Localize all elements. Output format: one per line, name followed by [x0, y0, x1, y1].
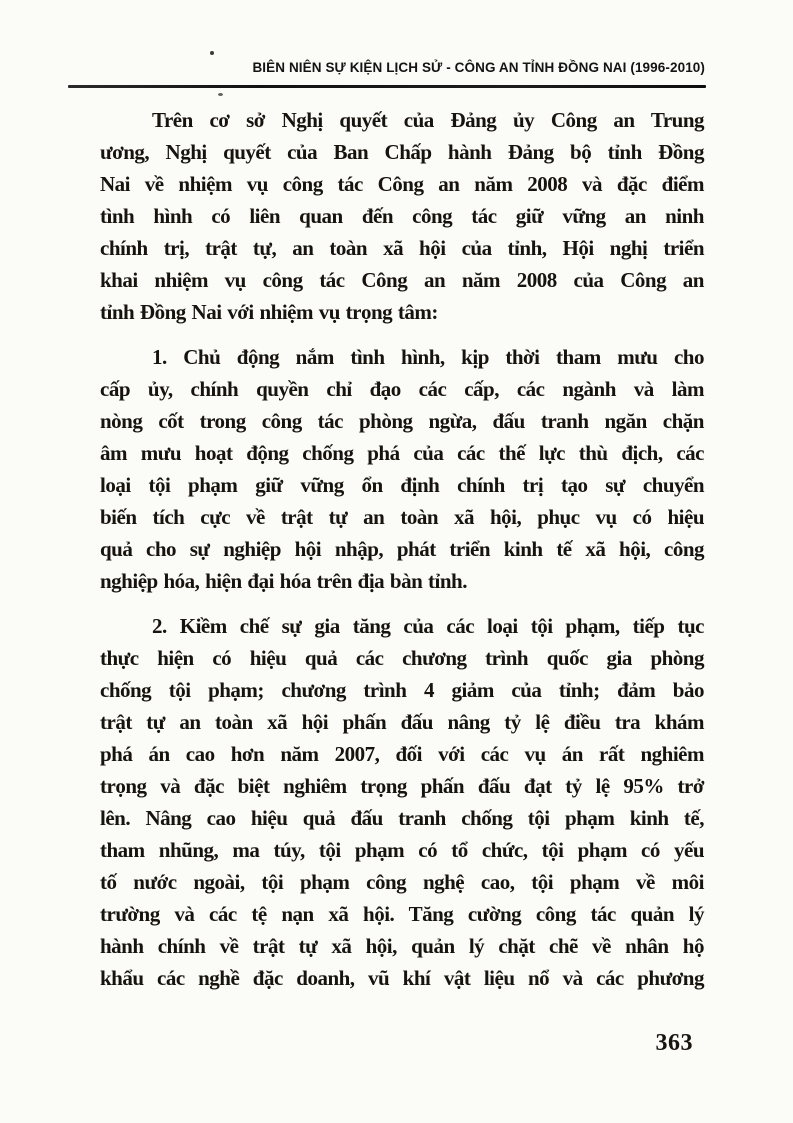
text-line: 2. Kiềm chế sự gia tăng của các loại tội phạm, tiếp tục: [152, 614, 704, 638]
text-line: cấp ủy, chính quyền chỉ đạo các cấp, các ngành và làm: [100, 377, 704, 401]
text-line: trọng và đặc biệt nghiêm trọng phấn đấu đạt tỷ lệ 95% trở: [100, 774, 704, 798]
scan-speck: [210, 51, 214, 55]
text-line: Nai về nhiệm vụ công tác Công an năm 2008 và đặc điểm: [100, 172, 704, 196]
text-line: âm mưu hoạt động chống phá của các thế lực thù địch, các: [100, 441, 704, 465]
text-line: hành chính về trật tự xã hội, quản lý chặt chẽ về nhân hộ: [100, 934, 704, 958]
text-line: 1. Chủ động nắm tình hình, kịp thời tham mưu cho: [152, 345, 704, 369]
text-line: loại tội phạm giữ vững ổn định chính trị tạo sự chuyển: [100, 473, 704, 497]
paragraph: [100, 341, 704, 597]
text-line: trường và các tệ nạn xã hội. Tăng cường công tác quản lý: [100, 902, 704, 926]
page-number: 363: [655, 1030, 693, 1056]
text-line: chống tội phạm; chương trình 4 giảm của tỉnh; đảm bảo: [100, 678, 704, 702]
text-line: nghiệp hóa, hiện đại hóa trên địa bàn tỉnh.: [100, 569, 467, 593]
paragraph: [100, 610, 704, 994]
text-line: biến tích cực về trật tự an toàn xã hội, phục vụ có hiệu: [100, 505, 704, 529]
text-line: chính trị, trật tự, an toàn xã hội của tỉnh, Hội nghị triển: [100, 236, 704, 260]
scan-speck: [218, 93, 223, 96]
text-line: lên. Nâng cao hiệu quả đấu tranh chống tội phạm kinh tế,: [100, 806, 704, 830]
text-line: tỉnh Đồng Nai với nhiệm vụ trọng tâm:: [100, 300, 438, 324]
text-line: Trên cơ sở Nghị quyết của Đảng ủy Công an Trung: [152, 108, 704, 132]
text-line: thực hiện có hiệu quả các chương trình quốc gia phòng: [100, 646, 704, 670]
text-line: tham nhũng, ma túy, tội phạm có tổ chức, tội phạm có yếu: [100, 838, 704, 862]
text-line: tố nước ngoài, tội phạm công nghệ cao, tội phạm về môi: [100, 870, 704, 894]
text-line: khai nhiệm vụ công tác Công an năm 2008 của Công an: [100, 268, 704, 292]
paragraph: [100, 104, 704, 328]
text-column: [100, 104, 704, 1007]
text-line: tình hình có liên quan đến công tác giữ vững an ninh: [100, 204, 704, 228]
header-rule: [68, 85, 706, 88]
text-line: khẩu các nghề đặc doanh, vũ khí vật liệu nổ và các phương: [100, 966, 704, 990]
text-line: phá án cao hơn năm 2007, đối với các vụ án rất nghiêm: [100, 742, 704, 766]
running-header: BIÊN NIÊN SỰ KIỆN LỊCH SỬ - CÔNG AN TỈNH ĐỒNG NAI (1996-2010): [252, 60, 705, 75]
text-line: ương, Nghị quyết của Ban Chấp hành Đảng bộ tỉnh Đồng: [100, 140, 704, 164]
text-line: trật tự an toàn xã hội phấn đấu nâng tỷ lệ điều tra khám: [100, 710, 704, 734]
text-line: quả cho sự nghiệp hội nhập, phát triển kinh tế xã hội, công: [100, 537, 704, 561]
text-line: nòng cốt trong công tác phòng ngừa, đấu tranh ngăn chặn: [100, 409, 704, 433]
